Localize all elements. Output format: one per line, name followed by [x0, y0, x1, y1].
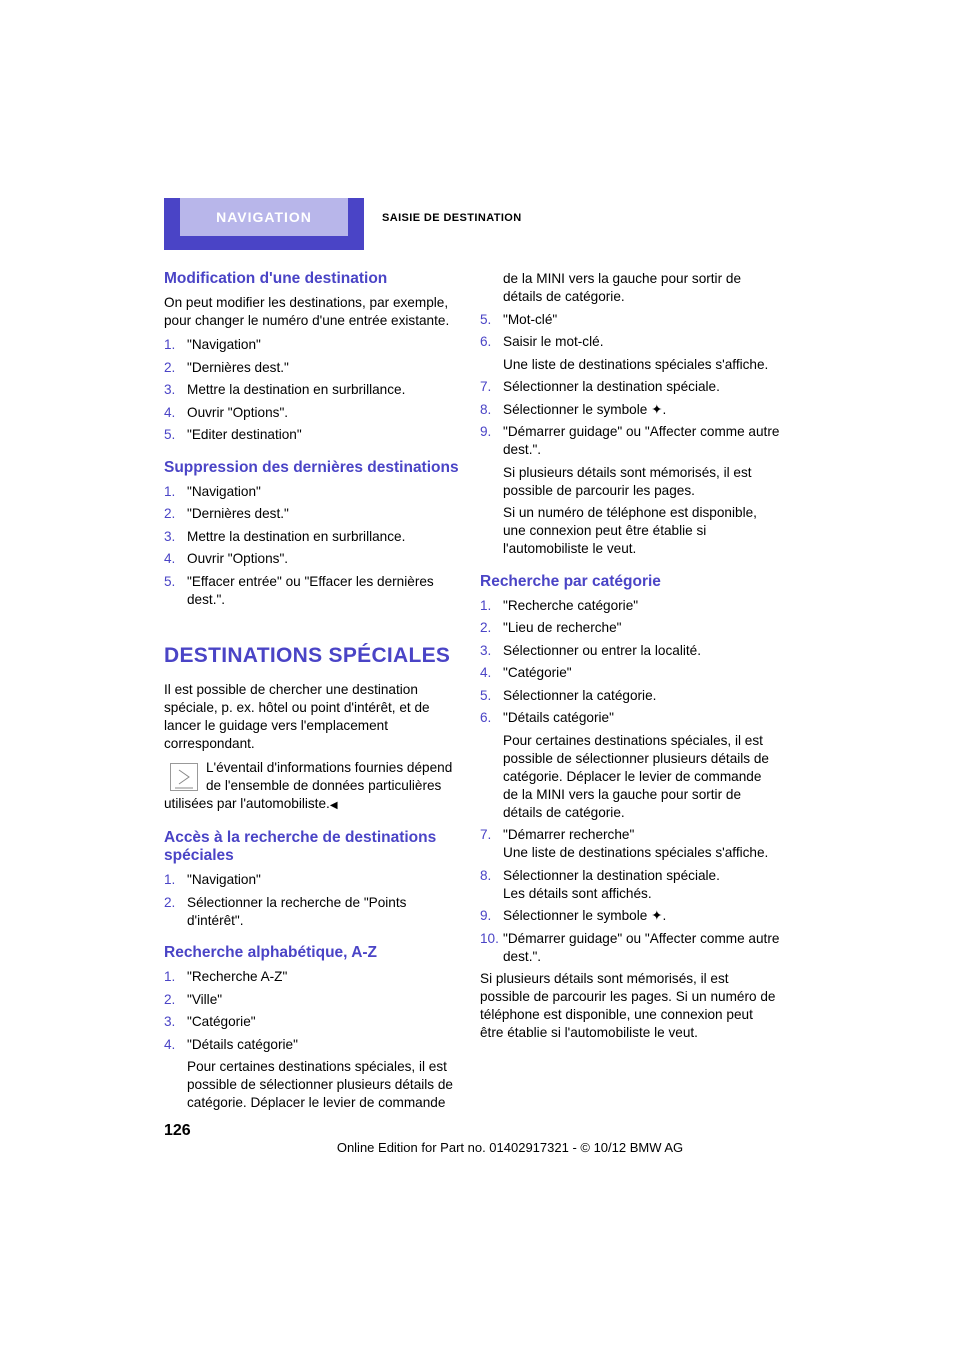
list-item: 1. "Recherche A-Z": [164, 969, 288, 984]
list-item: 5. "Mot-clé": [480, 311, 558, 327]
list-item: 10. "Démarrer guidage" ou "Affecter comme autre dest.".: [480, 930, 780, 964]
section-header: SAISIE DE DESTINATION: [382, 212, 522, 224]
modification-intro: On peut modifier les destinations, par exemple, pour changer le numéro d'une entrée existante.: [164, 295, 450, 328]
list-item: 4. Ouvrir "Options".: [164, 404, 289, 420]
note-icon: [170, 763, 198, 791]
end-mark-icon: ◀: [329, 800, 338, 811]
list-item: 5. "Effacer entrée" ou "Effacer les dernières dest.".: [164, 573, 434, 607]
list-item: 5. "Editer destination": [164, 427, 302, 442]
list-item: 6. "Détails catégorie": [480, 710, 614, 725]
closing-text: Si plusieurs détails sont mémorisés, il est possible de parcourir les pages. Si un numéro de téléphone est disponible, une connexion peut être établie si l'automobiliste le veut.: [480, 971, 776, 1040]
list-item: 4. "Détails catégorie": [164, 1036, 298, 1052]
list-item: 3. Sélectionner ou entrer la localité.: [480, 642, 701, 658]
heading-alphabetique: Recherche alphabétique, A-Z: [164, 944, 378, 961]
note-text: L'éventail d'informations fournies dépend de l'ensemble de données particulières utilisées par l'automobiliste.: [164, 760, 453, 811]
list-item: 2. "Ville": [164, 991, 223, 1007]
list-item: 1. "Navigation": [164, 872, 261, 887]
left-column: [164, 270, 464, 1117]
acces-steps: [164, 871, 464, 930]
list-item: 9. Sélectionner le symbole ✦.: [480, 908, 667, 923]
list-item: 2. "Dernières dest.": [164, 359, 289, 375]
heading-suppression: Suppression des dernières destinations: [164, 458, 459, 476]
list-item: 6. Saisir le mot-clé.: [480, 334, 604, 349]
heading-categorie: Recherche par catégorie: [480, 572, 661, 590]
right-column: [480, 270, 780, 1048]
list-item: 9. "Démarrer guidage" ou "Affecter comme autre dest.".: [480, 424, 780, 457]
list-item: 7. "Démarrer recherche" Une liste de destinations spéciales s'affiche.: [480, 827, 769, 860]
alpha-sub-text: Pour certaines destinations spéciales, il est possible de sélectionner plusieurs détails de catégorie. Déplacer le levier de commande: [187, 1059, 453, 1110]
list-item: 2. "Lieu de recherche": [480, 620, 622, 635]
list-item: 4. "Catégorie": [480, 665, 572, 680]
heading-acces: Accès à la recherche de destinations spéciales: [164, 829, 437, 864]
alpha-steps: [164, 968, 464, 1112]
list-item: 8. Sélectionner le symbole ✦.: [480, 401, 667, 417]
list-item: 3. "Catégorie": [164, 1014, 256, 1029]
heading-destinations-speciales: DESTINATIONS SPÉCIALES: [164, 644, 451, 667]
list-item: 5. Sélectionner la catégorie.: [480, 687, 657, 703]
destinations-intro: Il est possible de chercher une destination spéciale, p. ex. hôtel ou point d'intérêt, et de lancer le guidage vers l'emplacement correspondant.: [164, 682, 430, 751]
step6-sub: Une liste de destinations spéciales s'affiche.: [503, 356, 769, 372]
list-item: 8. Sélectionner la destination spéciale. Les détails sont affichés.: [480, 867, 720, 901]
cat6-sub: Pour certaines destinations spéciales, il est possible de sélectionner plusieurs détails de catégorie. Déplacer le levier de commande de la MINI vers la gauche pour sortir de détails de catégorie.: [503, 732, 769, 820]
list-item: 1. "Recherche catégorie": [480, 597, 639, 613]
list-item: 2. Sélectionner la recherche de "Points d'intérêt".: [164, 894, 407, 928]
suppression-steps: [164, 483, 464, 609]
list-item: 4. Ouvrir "Options".: [164, 551, 289, 566]
modification-steps: [164, 336, 464, 444]
list-item: 3. Mettre la destination en surbrillance.: [164, 382, 406, 397]
footer-edition: Online Edition for Part no. 01402917321 - © 10/12 BMW AG: [336, 1140, 684, 1155]
list-item: 1. "Navigation": [164, 337, 261, 352]
step9-sub-a: Si plusieurs détails sont mémorisés, il est possible de parcourir les pages.: [503, 464, 752, 498]
list-item: 7. Sélectionner la destination spéciale.: [480, 379, 720, 394]
continued-text: de la MINI vers la gauche pour sortir de détails de catégorie.: [503, 271, 742, 304]
list-item: 3. Mettre la destination en surbrillance.: [164, 528, 406, 544]
step9-sub-b: Si un numéro de téléphone est disponible, une connexion peut être établie si l'automobiliste le veut.: [503, 505, 757, 556]
chapter-tab: [164, 198, 364, 250]
note-block: [164, 759, 464, 815]
list-item: 2. "Dernières dest.": [164, 506, 289, 521]
list-item: 1. "Navigation": [164, 483, 261, 499]
page-number: 126: [164, 1122, 191, 1139]
heading-modification: Modification d'une destination: [164, 270, 388, 287]
destination-flag-icon: ✦: [651, 908, 663, 923]
chapter-tab-label: NAVIGATION: [180, 198, 348, 236]
destination-flag-icon: ✦: [651, 401, 663, 417]
